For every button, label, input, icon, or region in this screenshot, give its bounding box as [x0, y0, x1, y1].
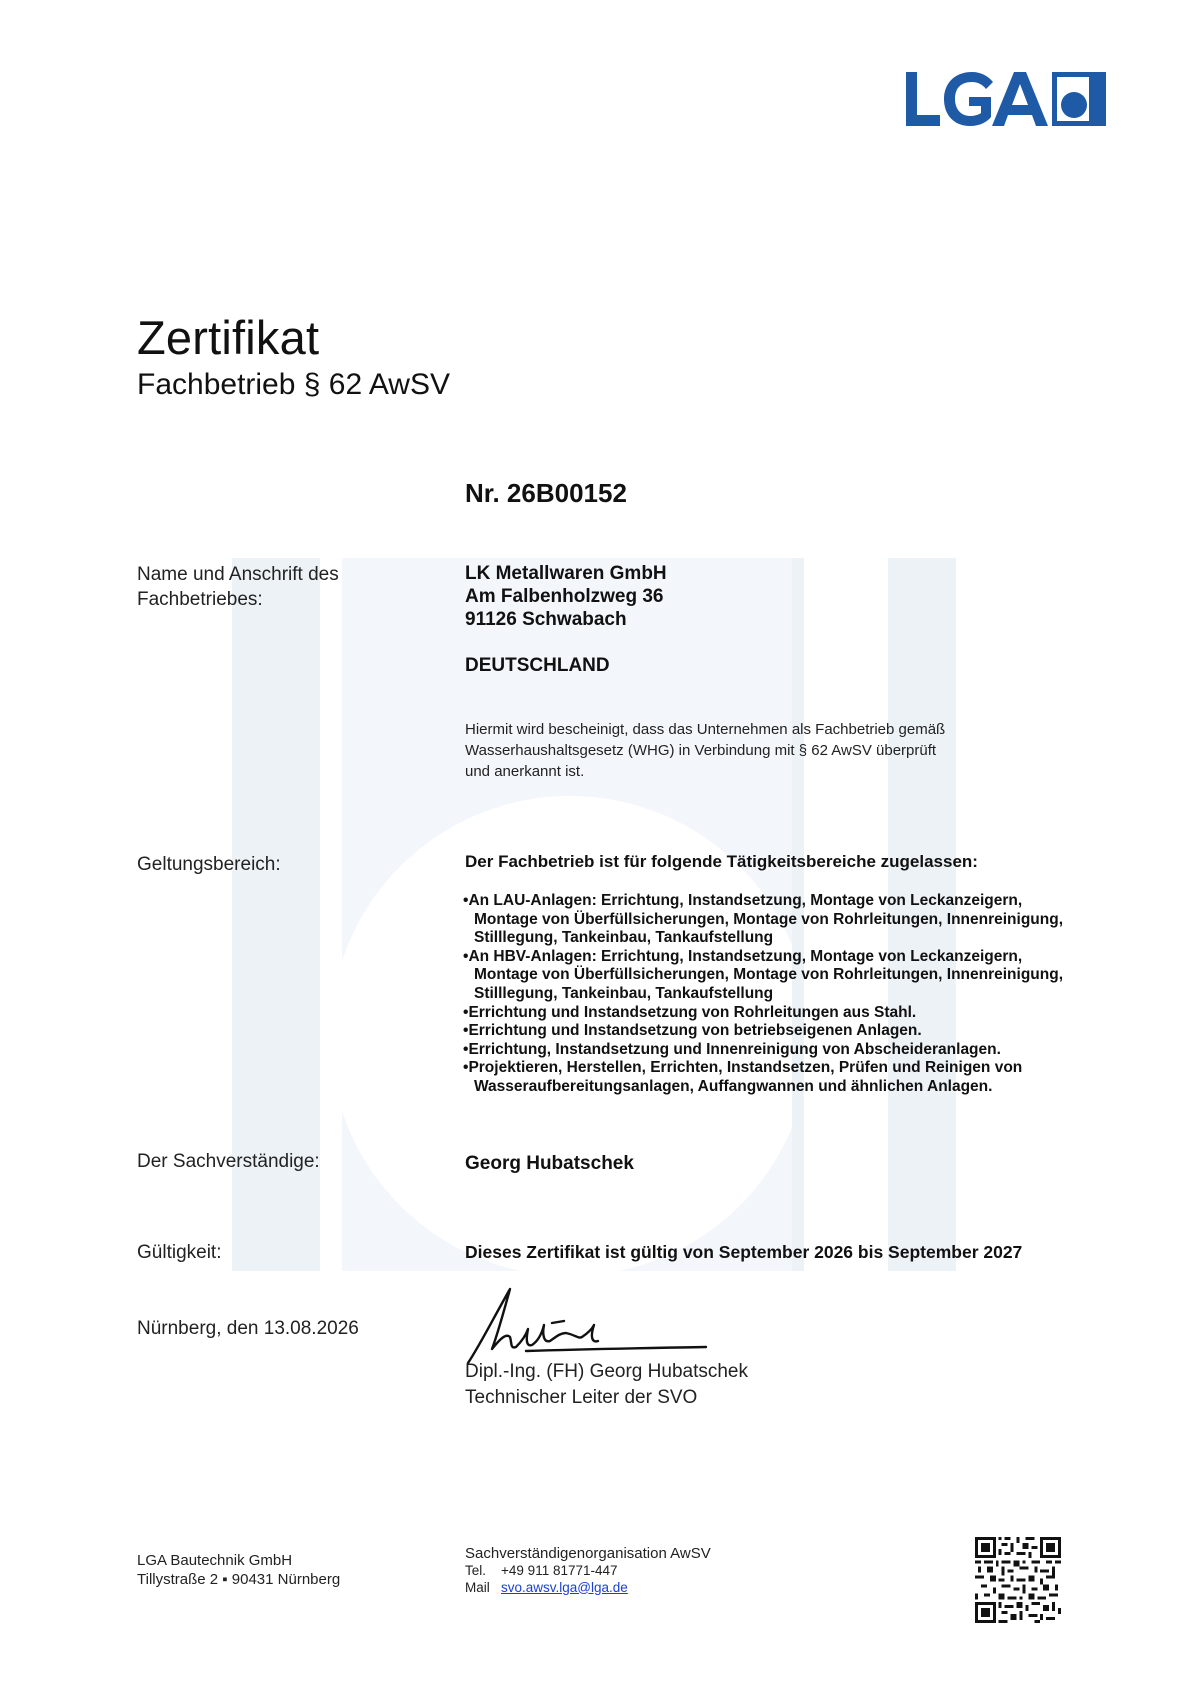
company-country: DEUTSCHLAND	[465, 655, 610, 676]
footer-tel-label: Tel.	[465, 1563, 487, 1578]
scope-heading: Der Fachbetrieb ist für folgende Tätigkeitsbereiche zugelassen:	[465, 852, 978, 871]
page-subtitle: Fachbetrieb § 62 AwSV	[137, 368, 450, 401]
expert-name: Georg Hubatschek	[465, 1153, 634, 1174]
scope-item: • Projektieren, Herstellen, Errichten, Instandsetzen, Prüfen und Reinigen von Wasseraufbereitungsanlagen, Auffangwannen und ähnlichen Anlagen.	[463, 1059, 1083, 1096]
company-street: Am Falbenholzweg 36	[465, 586, 664, 607]
company-label	[137, 562, 339, 612]
statement	[465, 719, 945, 782]
footer-mail-label: Mail	[465, 1579, 490, 1595]
validity-text: Dieses Zertifikat ist gültig von September 2026 bis September 2027	[465, 1242, 1023, 1262]
company-name: LK Metallwaren GmbH	[465, 563, 667, 584]
scope-list	[463, 892, 1083, 1097]
signatory	[465, 1359, 748, 1410]
footer-org: Sachverständigenorganisation AwSV	[465, 1545, 711, 1562]
validity-label: Gültigkeit:	[137, 1242, 222, 1263]
company-address	[465, 562, 667, 631]
scope-item: • Errichtung, Instandsetzung und Innenreinigung von Abscheideranlagen.	[463, 1041, 1083, 1060]
footer-contact-block	[465, 1544, 711, 1596]
footer-mail-link[interactable]: svo.awsv.lga@lga.de	[501, 1579, 628, 1595]
qr-code[interactable]	[975, 1537, 1061, 1623]
place-date: Nürnberg, den 13.08.2026	[137, 1318, 359, 1339]
signature-image	[466, 1285, 716, 1367]
statement-line1: Hiermit wird bescheinigt, dass das Unternehmen als Fachbetrieb gemäß	[465, 721, 946, 738]
footer-tel-line	[465, 1563, 711, 1580]
scope-item: • An LAU-Anlagen: Errichtung, Instandsetzung, Montage von Leckanzeigern, Montage von Überfüllsicherungen, Montage von Rohrleitungen, Innenreinigung, Stilllegung, Tankeinbau, Tankaufstellung	[463, 892, 1083, 948]
signatory-name: Dipl.-Ing. (FH) Georg Hubatschek	[465, 1361, 748, 1382]
footer-address: Tillystraße 2 ▪ 90431 Nürnberg	[137, 1571, 341, 1588]
footer-mail-line	[465, 1580, 711, 1597]
company-label-line2: Fachbetriebes:	[137, 589, 263, 610]
certificate-number: Nr. 26B00152	[465, 478, 627, 508]
footer-company-block	[137, 1551, 340, 1589]
scope-item: • Errichtung und Instandsetzung von Rohrleitungen aus Stahl.	[463, 1004, 1083, 1023]
company-city: 91126 Schwabach	[465, 609, 627, 630]
statement-line3: und anerkannt ist.	[465, 763, 585, 780]
scope-item: • An HBV-Anlagen: Errichtung, Instandsetzung, Montage von Leckanzeigern, Montage von Überfüllsicherungen, Montage von Rohrleitungen, Innenreinigung, Stilllegung, Tankeinbau, Tankaufstellung	[463, 948, 1083, 1004]
scope-item: • Errichtung und Instandsetzung von betriebseigenen Anlagen.	[463, 1022, 1083, 1041]
expert-label: Der Sachverständige:	[137, 1151, 320, 1172]
page-title: Zertifikat	[137, 311, 320, 364]
company-label-line1: Name und Anschrift des	[137, 564, 339, 585]
lga-logo	[906, 70, 1106, 128]
signatory-title: Technischer Leiter der SVO	[465, 1387, 698, 1408]
scope-label: Geltungsbereich:	[137, 854, 281, 875]
footer-company: LGA Bautechnik GmbH	[137, 1552, 293, 1569]
statement-line2: Wasserhaushaltsgesetz (WHG) in Verbindung mit § 62 AwSV überprüft	[465, 742, 937, 759]
footer-tel: +49 911 81771-447	[501, 1563, 618, 1578]
